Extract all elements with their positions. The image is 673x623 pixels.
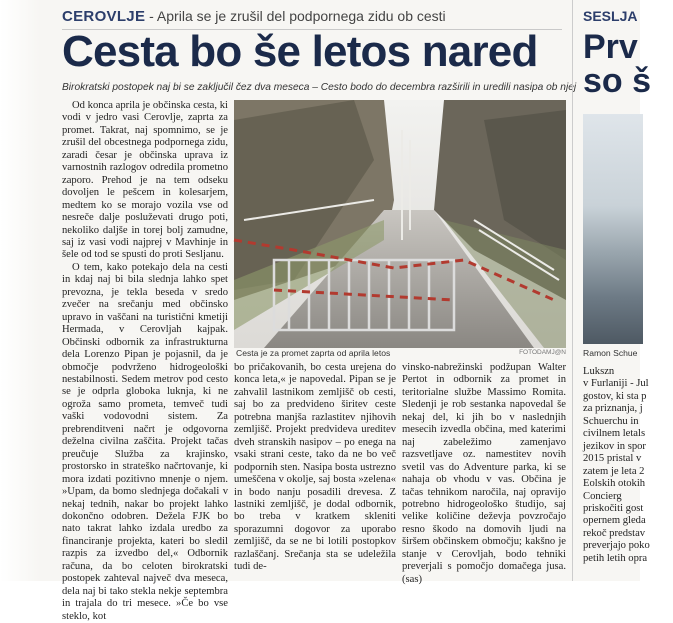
road-photo-illustration: [234, 100, 566, 348]
adjacent-photo-caption: Ramon Schue: [583, 348, 638, 358]
adjacent-line: jezikov in spor: [583, 440, 646, 452]
paragraph: vinsko-nabrežinski podžupan Walter Pertot in odbornik za promet in teritorialne službe Massimo Romita. Sledenji je rob sestanka napovedal še nekaj del, ki jih bo v naslednjih mesecih izvedla občina, med katerimi naj zabeležimo zamenjavo razsvetljave oz. namestitev novih svetil vas do Adventure parka, ki se nahaja ob vhodu v vas. Občina je tačas tehnikom naročila, naj opravijo potrebno hidrogeološko študijo, saj velike količine deževja povzročajo resno škodo na domovih ljudi na širšem občinskem območju; kakšno je stanje v Cerovljah, bodo tehniki preverjali s pomočjo domačega jusa. (sas): [402, 362, 566, 585]
text-column-1: [62, 100, 228, 623]
adjacent-headline: [583, 30, 651, 98]
page-gutter-shadow: [0, 0, 40, 581]
adjacent-text-column: [583, 366, 673, 565]
main-article: [62, 0, 577, 622]
paragraph: bo pričakovanih, bo cesta urejena do konca leta,« je napovedal. Pipan se je zahvalil lastnikom zemljišč ob cesti, saj bo za predvideno širitev ceste potrebna manjša razlastitev njihovih zemljišč. Projekt predvideva ureditev dveh stranskih nasipov – po enega na vsaki strani ceste, tako da ne bo več podpornih sten. Nasipa bosta ustrezno umeščena v okolje, saj bosta »zelena« in bodo nanju posadili drevesa. Z lastniki zemljišč, je dodal odbornik, bo treba v kratkem skleniti sporazumni dogovor za uporabo zemljišč, da se ne bi lotili postopkov razlaščanj. Srečanja sta se udeležila tudi de-: [234, 362, 396, 573]
paragraph: Od konca aprila je občinska cesta, ki vodi v jedro vasi Cerovlje, zaprta za promet. Takrat, naj spomnimo, se je zrušil del obcestnega podpornega zidu, zaradi česar je občinska uprava iz varnostnih razlogov odredila prometno zaporo. Prehod je na tem odseku dovoljen le pešcem in kolesarjem, medtem ko se morajo vozila vse od nesreče dalje posluževati drugo poti, nekoliko daljše in torej bolj zamudne, saj iz vasi vodi najprej v Mavhinje in šele od tod se spusti do proti Sesljanu.: [62, 100, 228, 261]
adjacent-line: Concierg: [583, 490, 622, 502]
adjacent-line: opernem gleda: [583, 515, 646, 527]
adjacent-line: rekoč predstav: [583, 527, 646, 539]
adjacent-line: za priznanja, j: [583, 403, 643, 415]
adjacent-line: 2015 pristal v: [583, 453, 642, 465]
adjacent-line: gostov, ki sta p: [583, 390, 647, 402]
adjacent-headline-line-1: Prv: [583, 28, 638, 66]
adjacent-line: petih letih opra: [583, 552, 648, 564]
adjacent-line: priskočiti gost: [583, 502, 644, 514]
adjacent-line: v Furlaniji - Jul: [583, 378, 649, 390]
kicker-subtitle: - Aprila se je zrušil del podpornega zidu ob cesti: [145, 8, 446, 24]
adjacent-headline-line-2: so š: [583, 62, 652, 100]
kicker-location: CEROVLJE: [62, 8, 146, 25]
text-column-3: [402, 362, 566, 586]
article-standfirst: Birokratski postopek naj bi se zaključil čez dva meseca – Cesto bodo do decembra razširili in uredili nasipa ob njej: [62, 82, 577, 93]
adjacent-line: preverjajo poko: [583, 540, 650, 552]
adjacent-photo: [583, 114, 643, 344]
adjacent-line: Eolskih otokih: [583, 478, 646, 490]
adjacent-kicker: SESLJA: [583, 8, 638, 24]
adjacent-line: civilnem letals: [583, 428, 646, 440]
adjacent-article: [572, 0, 652, 581]
article-photo: [234, 100, 566, 348]
adjacent-line: Lukszn: [583, 366, 615, 377]
photo-credit: FOTODAMJ@N: [519, 349, 566, 356]
paragraph: O tem, kako potekajo dela na cesti in kdaj naj bi bila slednja lahko spet prevozna, je tekla beseda v sredo zvečer na srečanju med občinsko upravo in vaščani na turistični kmetiji Hermada, v Cerovljah kajpak. Občinski odbornik za infrastrukturna dela Lorenzo Pipan je pojasnil, da je območje podvrženo hidrogeološki nestabilnosti. Sedem metrov pod cesto se je odprla globoka luknja, ki ne ogroža samo prometa, temveč tudi vaški vodovodni sistem. Za prebrenditveni načrt je odgovorna deželna civilna zaščita. Projekt tačas preučuje Služba za krajinsko, prostorsko in strateško načrtovanje, ki mora izdati pozitivno mnenje o njem. »Upam, da bomo slednjega dočakali v nekaj tednih, nakar bo projekt lahko dokončno odobren. Dežela FJK bo nato takrat lahko izdala uredbo za financiranje projekta, kateri bo sledil razpis za izvedbo del,« Odbornik računa, da bo celoten birokratski postopek zahteval največ dva meseca, dela naj bi tako stekla nekje septembra in trajala do tri mesece. »Če bo vse steklo, kot: [62, 261, 228, 622]
photo-caption: Cesta je za promet zaprta od aprila letos: [236, 348, 391, 358]
text-column-2: [234, 362, 396, 574]
article-headline: Cesta bo še letos nared: [62, 27, 538, 76]
adjacent-line: zatem je leta 2: [583, 465, 645, 477]
adjacent-line: Schuerchu in: [583, 415, 639, 427]
